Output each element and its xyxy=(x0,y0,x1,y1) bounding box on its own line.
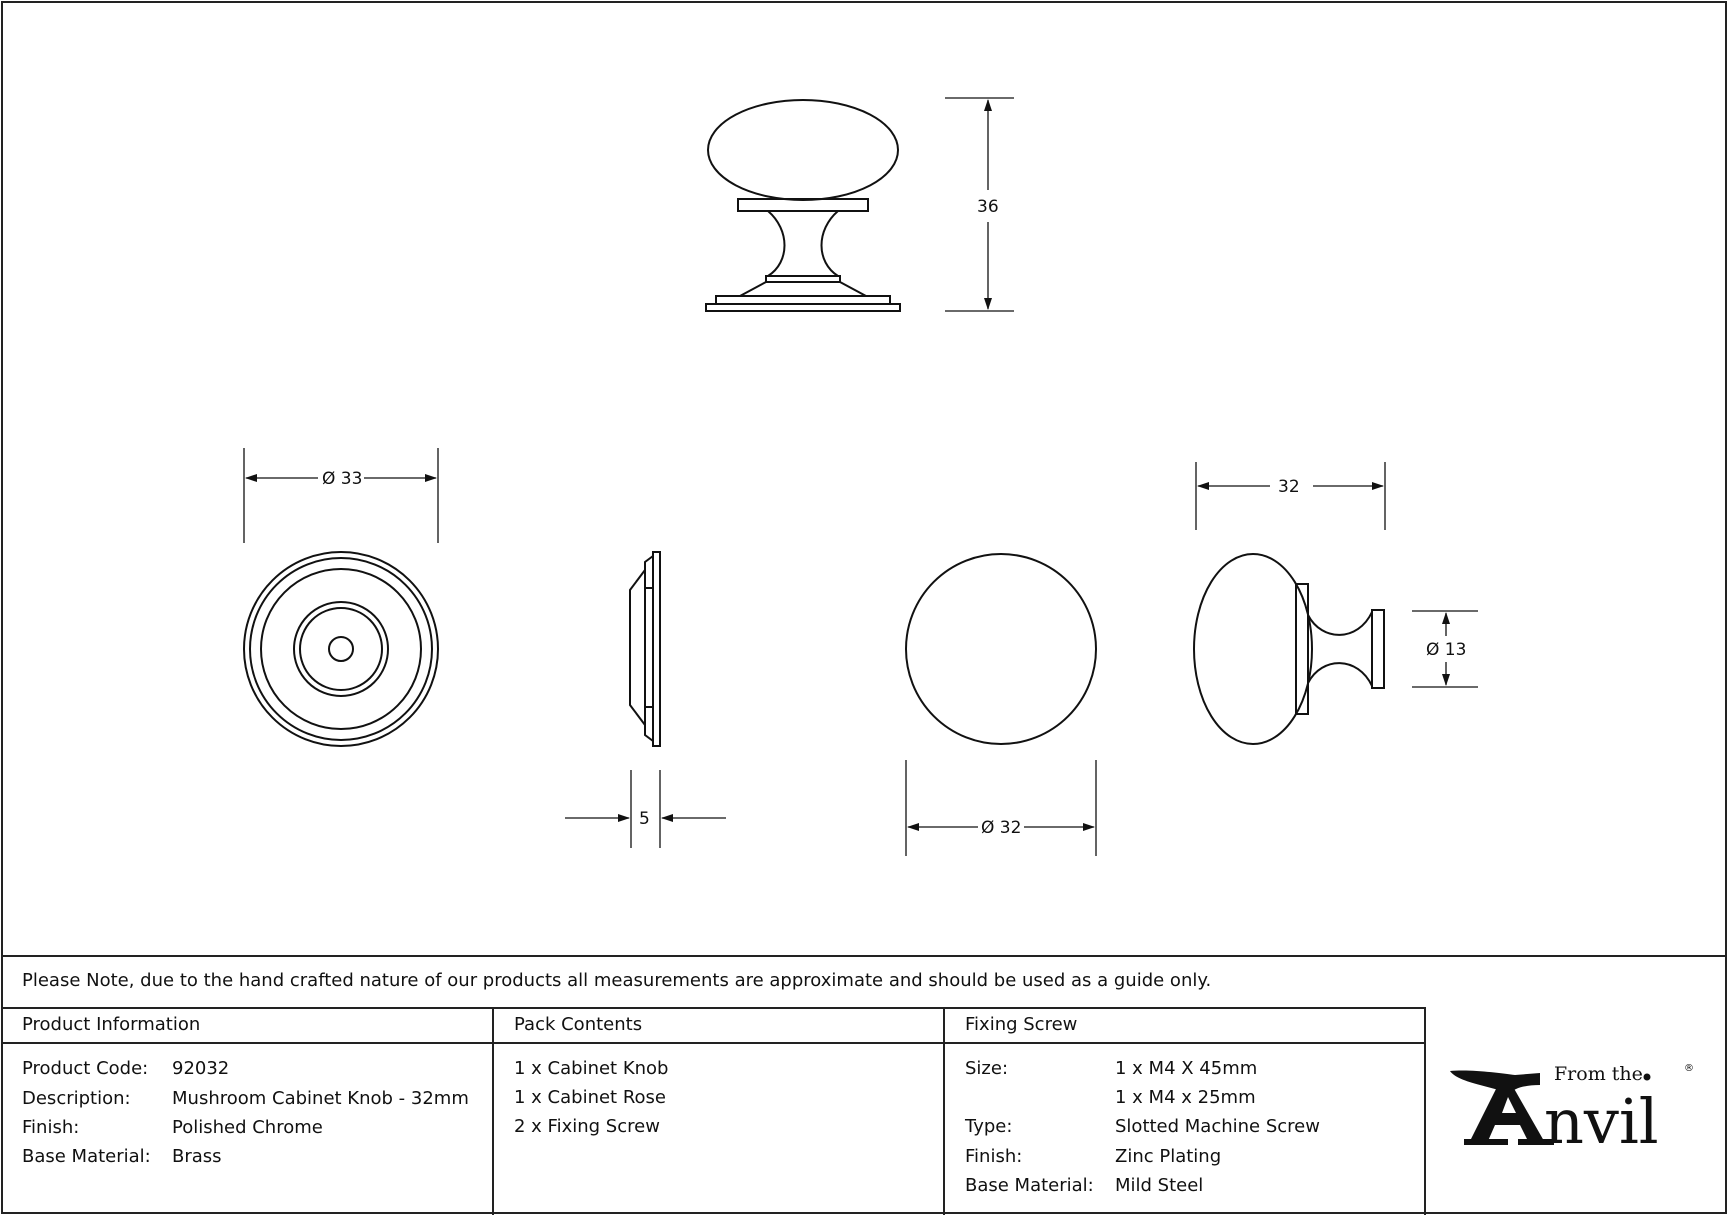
screw-type-value: Slotted Machine Screw xyxy=(1115,1116,1320,1137)
column-divider-3 xyxy=(1424,1007,1426,1215)
knob-side-view xyxy=(1194,554,1384,744)
logo-from-the: From the xyxy=(1554,1063,1643,1085)
product-info-heading: Product Information xyxy=(22,1014,201,1035)
dim-label-rose-depth: 5 xyxy=(639,809,650,829)
dim-label-knob-diameter: Ø 32 xyxy=(981,818,1022,838)
base-material-label: Base Material: xyxy=(22,1146,151,1167)
rose-diameter-dimension xyxy=(244,448,438,543)
screw-finish-value: Zinc Plating xyxy=(1115,1146,1222,1167)
column-divider-1 xyxy=(492,1007,494,1215)
anvil-icon xyxy=(1450,1070,1554,1145)
pack-item: 1 x Cabinet Rose xyxy=(514,1087,666,1108)
screw-size-value: 1 x M4 X 45mm xyxy=(1115,1058,1258,1079)
note-top-rule xyxy=(1,955,1727,957)
finish-label: Finish: xyxy=(22,1117,80,1138)
fixing-screw-heading: Fixing Screw xyxy=(965,1014,1078,1035)
measurement-note: Please Note, due to the hand crafted nature of our products all measurements are approximate and should be used as a guide only. xyxy=(22,970,1212,991)
description-value: Mushroom Cabinet Knob - 32mm xyxy=(172,1088,469,1109)
column-divider-2 xyxy=(943,1007,945,1215)
base-material-value: Brass xyxy=(172,1146,222,1167)
knob-front-view xyxy=(906,554,1096,744)
dim-label-height: 36 xyxy=(977,197,999,217)
dim-label-rose-diameter: Ø 33 xyxy=(322,469,363,489)
dim-label-knob-projection: 32 xyxy=(1278,477,1300,497)
logo-dot xyxy=(1644,1074,1651,1081)
product-code-value: 92032 xyxy=(172,1058,230,1079)
from-the-anvil-logo xyxy=(1440,1055,1700,1155)
screw-type-label: Type: xyxy=(965,1116,1013,1137)
screw-size-label: Size: xyxy=(965,1058,1009,1079)
table-header-rule xyxy=(1,1042,1426,1044)
screw-finish-label: Finish: xyxy=(965,1146,1023,1167)
pack-contents-heading: Pack Contents xyxy=(514,1014,643,1035)
dim-label-neck-diameter: Ø 13 xyxy=(1426,640,1467,660)
rose-side-view xyxy=(630,552,660,746)
pack-item: 1 x Cabinet Knob xyxy=(514,1058,669,1079)
rose-front-view xyxy=(244,552,438,746)
screw-material-label: Base Material: xyxy=(965,1175,1094,1196)
screw-material-value: Mild Steel xyxy=(1115,1175,1204,1196)
knob-side-elevation xyxy=(706,100,900,311)
screw-size-value-2: 1 x M4 x 25mm xyxy=(1115,1087,1256,1108)
description-label: Description: xyxy=(22,1088,131,1109)
logo-anvil-text: nvil xyxy=(1544,1085,1659,1155)
product-code-label: Product Code: xyxy=(22,1058,149,1079)
finish-value: Polished Chrome xyxy=(172,1117,323,1138)
table-top-rule xyxy=(1,1007,1426,1009)
pack-item: 2 x Fixing Screw xyxy=(514,1116,660,1137)
logo-registered-mark: ® xyxy=(1684,1063,1694,1074)
knob-diameter-dimension xyxy=(906,760,1096,856)
